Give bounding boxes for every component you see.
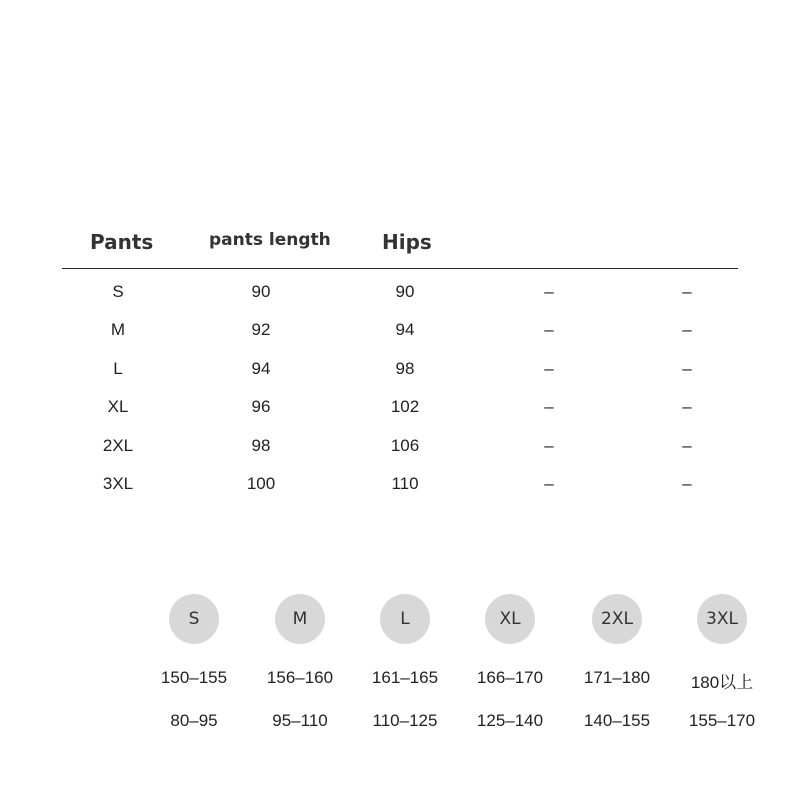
height-range: 150–155 bbox=[160, 668, 228, 687]
cell-pants-length: 100 bbox=[246, 473, 276, 493]
size-circles bbox=[0, 594, 800, 646]
cell-empty-2: – bbox=[682, 435, 692, 455]
size-table-body bbox=[0, 278, 800, 508]
cell-size: XL bbox=[107, 397, 129, 417]
cell-size: L bbox=[113, 358, 123, 378]
cell-empty-2: – bbox=[682, 282, 692, 301]
cell-empty-2: – bbox=[682, 473, 692, 493]
header-divider bbox=[62, 268, 738, 269]
cell-hips: 98 bbox=[395, 358, 415, 378]
weight-range-row bbox=[0, 711, 800, 737]
size-circle-s: S bbox=[169, 594, 219, 644]
cell-pants-length: 98 bbox=[251, 435, 271, 455]
cell-empty-1: – bbox=[544, 397, 554, 417]
header-pants-length: pants length bbox=[209, 230, 331, 250]
height-range: 156–160 bbox=[266, 668, 334, 687]
table-row bbox=[0, 316, 800, 354]
height-range: 180以上 bbox=[690, 673, 754, 692]
height-range: 161–165 bbox=[371, 668, 439, 687]
cell-hips: 102 bbox=[390, 397, 420, 417]
cell-empty-2: – bbox=[682, 397, 692, 417]
table-row bbox=[0, 355, 800, 393]
weight-range: 95–110 bbox=[272, 711, 328, 730]
weight-range: 110–125 bbox=[372, 711, 438, 730]
cell-empty-1: – bbox=[544, 358, 554, 378]
height-range-row bbox=[0, 668, 800, 694]
weight-range: 155–170 bbox=[688, 711, 756, 730]
cell-empty-1: – bbox=[544, 282, 554, 301]
table-row bbox=[0, 393, 800, 431]
cell-empty-2: – bbox=[682, 320, 692, 340]
cell-hips: 110 bbox=[391, 473, 419, 493]
table-row bbox=[0, 432, 800, 470]
cell-pants-length: 96 bbox=[251, 397, 271, 417]
cell-pants-length: 90 bbox=[251, 282, 271, 301]
header-hips: Hips bbox=[382, 230, 432, 254]
weight-range: 80–95 bbox=[170, 711, 218, 730]
cell-pants-length: 92 bbox=[251, 320, 271, 340]
size-circle-xl: XL bbox=[485, 594, 535, 644]
size-circle-2xl: 2XL bbox=[592, 594, 642, 644]
cell-size: S bbox=[112, 282, 124, 301]
table-row bbox=[0, 470, 800, 508]
height-range: 166–170 bbox=[476, 668, 544, 687]
cell-empty-2: – bbox=[682, 358, 692, 378]
weight-range: 140–155 bbox=[583, 711, 651, 730]
weight-range: 125–140 bbox=[476, 711, 544, 730]
size-table-header bbox=[0, 226, 800, 260]
header-pants: Pants bbox=[90, 230, 154, 254]
cell-empty-1: – bbox=[544, 435, 554, 455]
cell-size: 2XL bbox=[102, 435, 134, 455]
cell-empty-1: – bbox=[544, 320, 554, 340]
cell-hips: 94 bbox=[395, 320, 415, 340]
cell-empty-1: – bbox=[544, 473, 554, 493]
cell-size: M bbox=[110, 320, 126, 340]
cell-hips: 106 bbox=[390, 435, 420, 455]
height-range: 171–180 bbox=[583, 668, 651, 687]
cell-size: 3XL bbox=[102, 473, 134, 493]
table-row bbox=[0, 278, 800, 316]
cell-pants-length: 94 bbox=[251, 358, 271, 378]
size-circle-l: L bbox=[380, 594, 430, 644]
size-circle-m: M bbox=[275, 594, 325, 644]
cell-hips: 90 bbox=[395, 282, 415, 301]
size-circle-3xl: 3XL bbox=[697, 594, 747, 644]
